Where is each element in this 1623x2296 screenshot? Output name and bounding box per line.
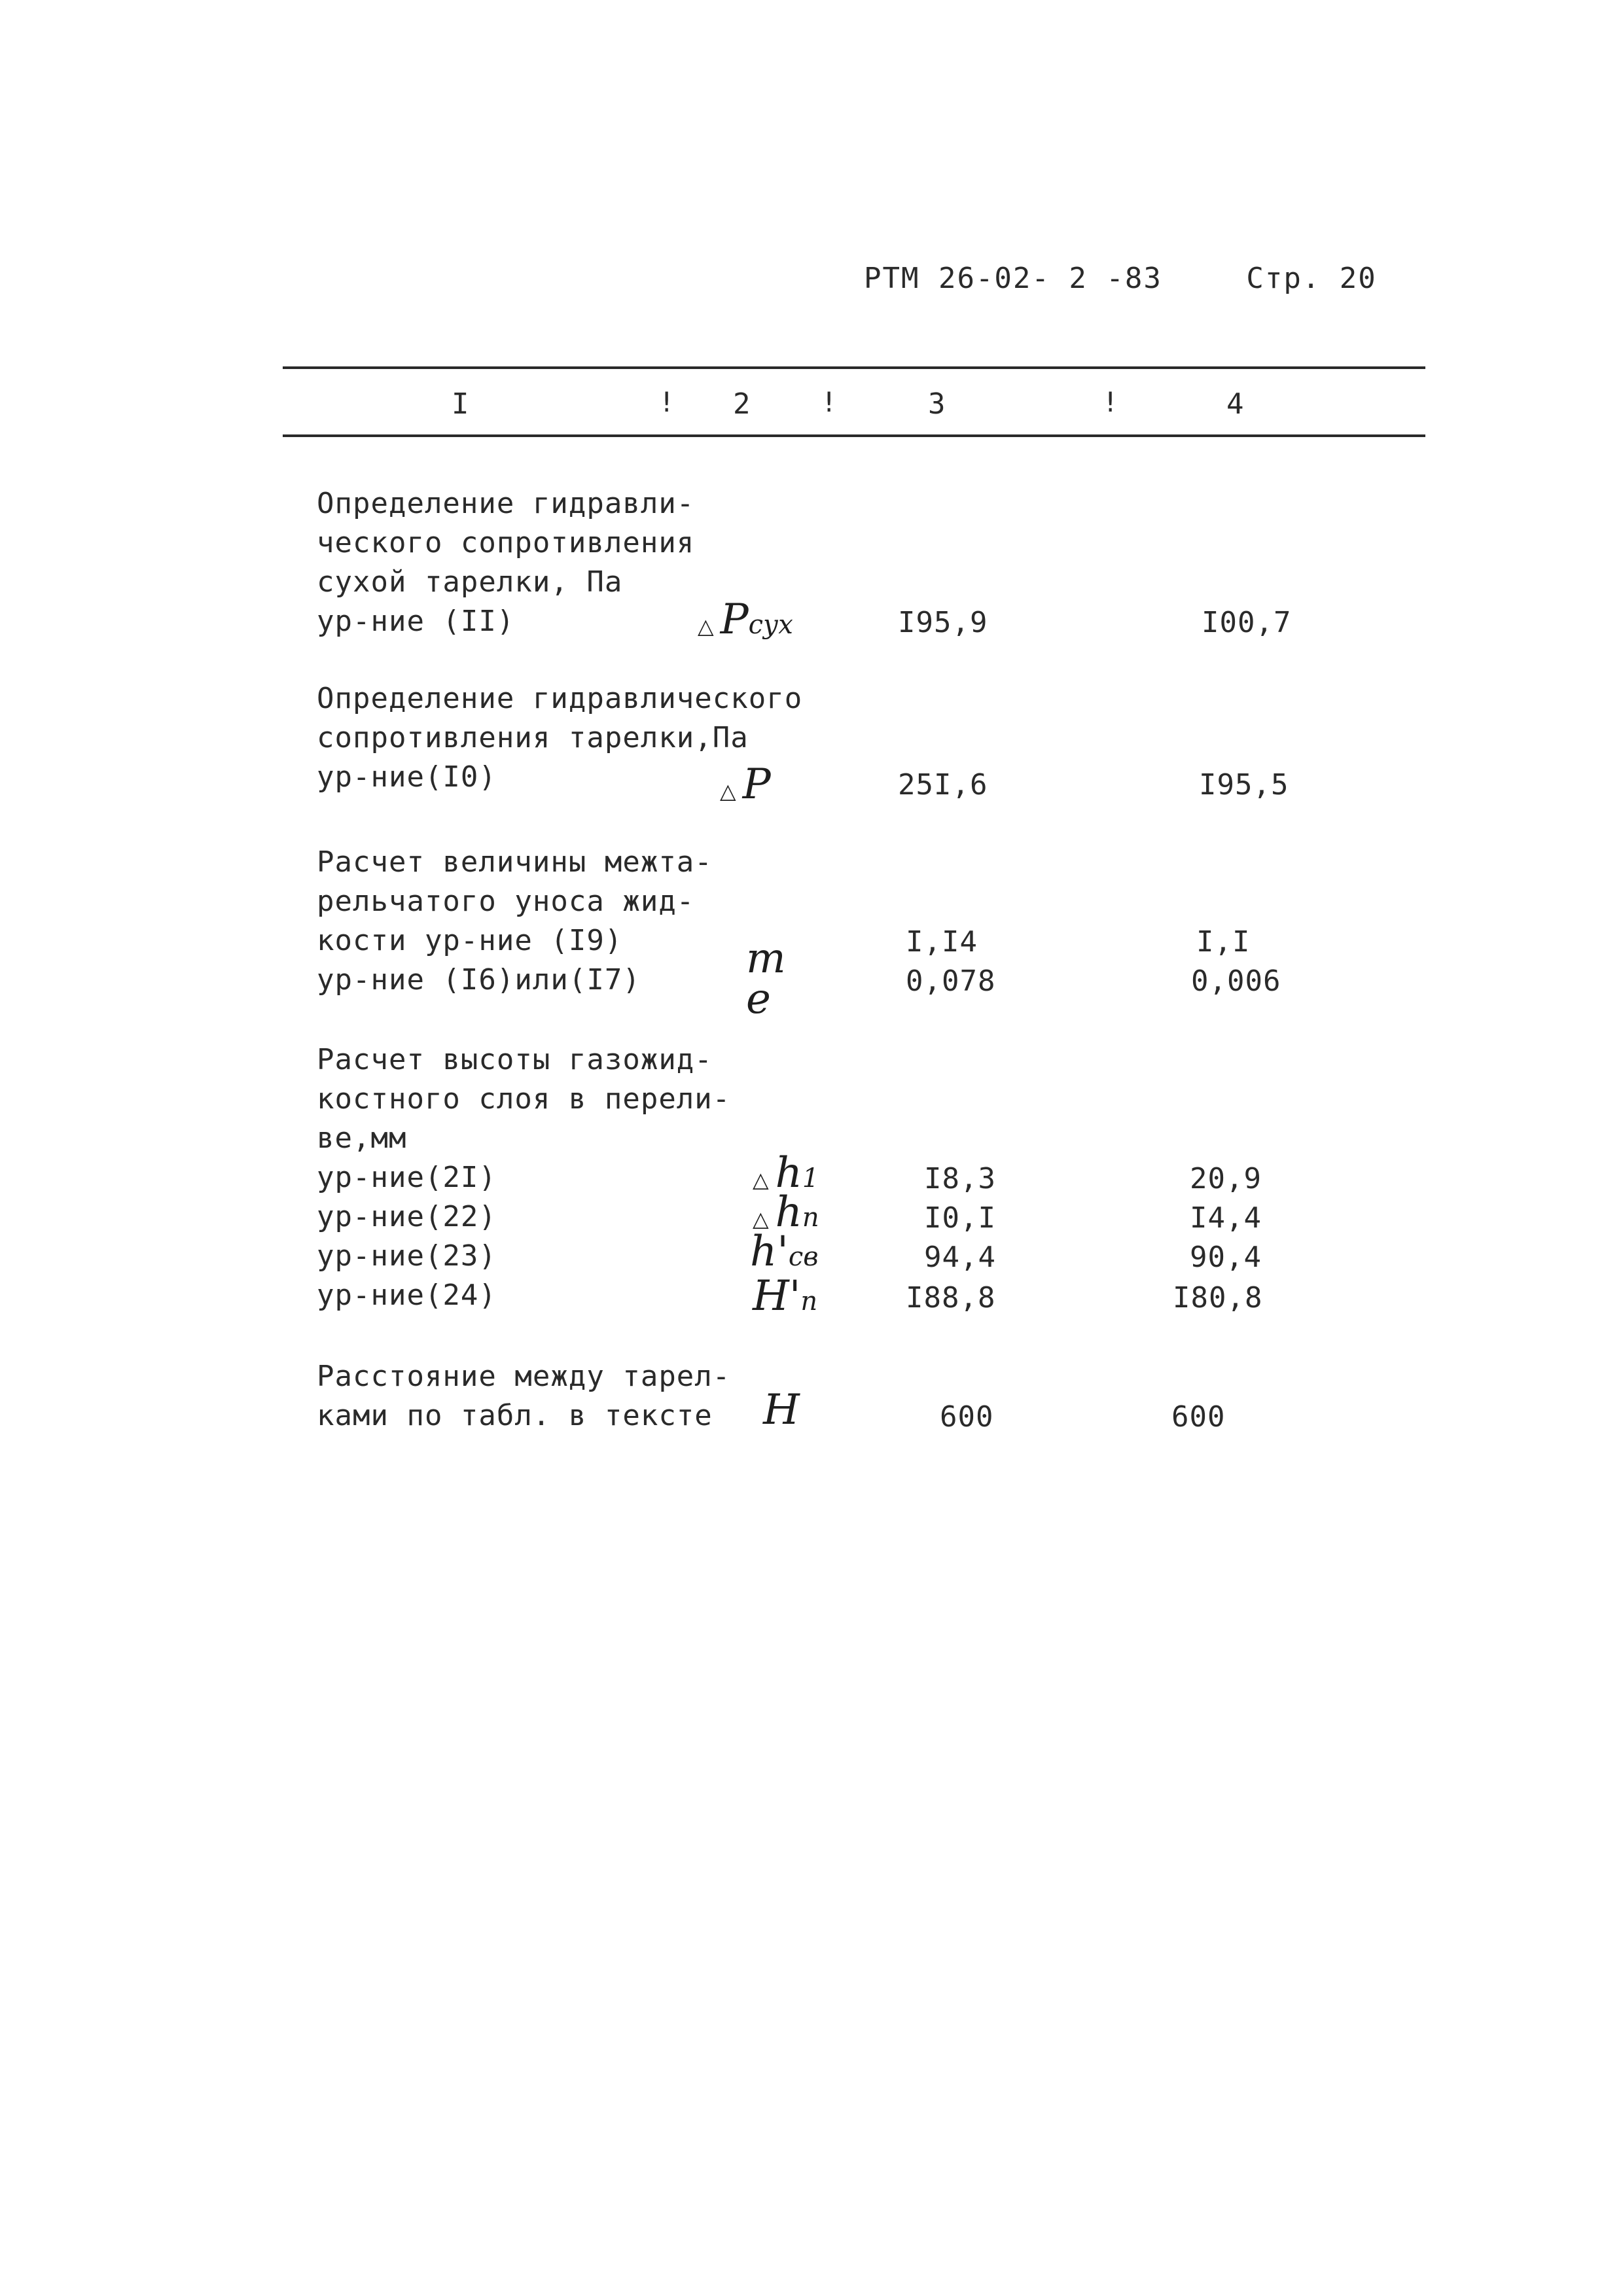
value-col4: I00,7 [1202, 606, 1292, 639]
value-col4: 90,4 [1190, 1241, 1262, 1274]
value-col3: 600 [940, 1400, 994, 1434]
value-col4: I80,8 [1173, 1281, 1263, 1315]
symbol-delta-hn: △ hп [753, 1188, 819, 1237]
value-col3: 0,078 [906, 964, 996, 998]
table-top-rule [283, 366, 1425, 369]
symbol-H-n: H'п [753, 1272, 818, 1320]
value-col3: I95,9 [898, 606, 988, 639]
row-label-dry-tray-resistance: Определение гидравли- ческого сопротивления сухой тарелки, Па ур-ние (II) [317, 487, 695, 638]
page-number: Стр. 20 [1246, 262, 1377, 295]
symbol-delta-h1: △ h1 [753, 1149, 819, 1197]
row-label-tray-spacing: Расстояние между тарел- ками по табл. в тексте [317, 1360, 731, 1432]
value-col4: 0,006 [1191, 964, 1281, 998]
symbol-delta-p-dry: △ Pсух [698, 595, 793, 644]
value-col3: I0,I [924, 1201, 996, 1235]
row-label-froth-height: Расчет высоты газожид- костного слоя в перели- ве,мм ур-ние(2I) ур-ние(22) ур-ние(23) ур-ние(24) [317, 1043, 731, 1312]
column-number-3: 3 [928, 387, 946, 421]
value-col3: I88,8 [906, 1281, 996, 1315]
value-col3: I8,3 [924, 1162, 996, 1195]
symbol-H: H [763, 1386, 800, 1434]
column-separator: ! [1102, 386, 1119, 418]
page-header [864, 262, 1377, 295]
row-label-tray-resistance: Определение гидравлического сопротивления тарелки,Па ур-ние(I0) [317, 682, 803, 794]
value-col4: I4,4 [1190, 1201, 1262, 1235]
row-label-entrainment: Расчет величины межта- рельчатого уноса жид- кости ур-ние (I9) ур-ние (I6)или(I7) [317, 845, 713, 997]
value-col4: I,I [1196, 925, 1251, 959]
symbol-delta-p: △ P [720, 760, 771, 809]
value-col4: 20,9 [1190, 1162, 1262, 1195]
value-col4: I95,5 [1199, 768, 1289, 802]
column-separator: ! [821, 386, 838, 418]
symbol-e: e [746, 975, 771, 1023]
value-col3: 94,4 [924, 1241, 996, 1274]
value-col3: I,I4 [906, 925, 978, 959]
symbol-h-sv: h'св [750, 1227, 819, 1276]
value-col3: 25I,6 [898, 768, 988, 802]
table-header-bottom-rule [283, 434, 1425, 437]
document-code: РТМ 26-02- 2 -83 [864, 262, 1162, 295]
column-number-1: I [452, 387, 469, 421]
column-separator: ! [658, 386, 675, 418]
symbol-m: m [746, 934, 786, 983]
column-number-2: 2 [733, 387, 751, 421]
value-col4: 600 [1171, 1400, 1226, 1434]
column-number-4: 4 [1226, 387, 1244, 421]
